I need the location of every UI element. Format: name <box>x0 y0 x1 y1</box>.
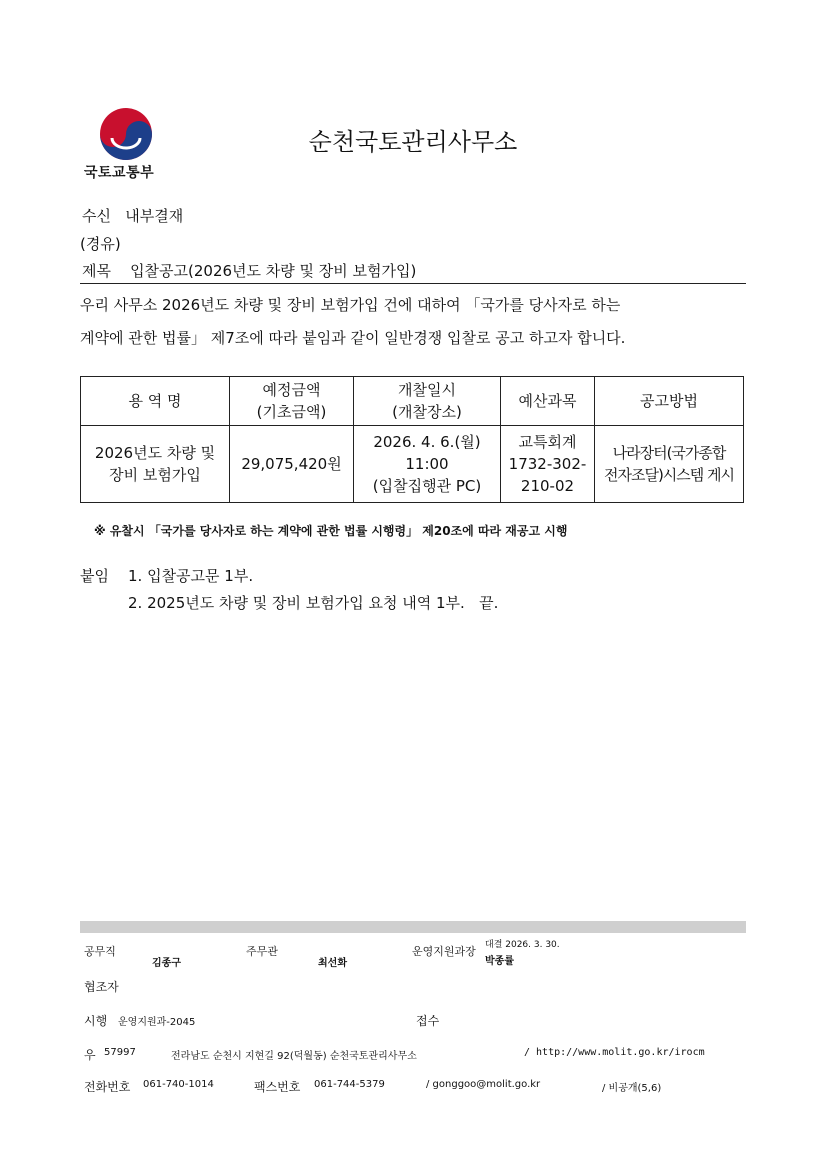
cell-opening-place: (입찰집행관 PC) <box>372 477 482 495</box>
rebid-note: ※ 유찰시 「국가를 당사자로 하는 계약에 관한 법률 시행령」 제20조에 따라 재공고 시행 <box>94 524 568 538</box>
body-line-1: 우리 사무소 2026년도 차량 및 장비 보험가입 건에 대하여 「국가를 당사자로 하는 <box>80 296 621 314</box>
bid-table <box>80 376 744 503</box>
cell-notice-method-l1: 나라장터(국가종합 <box>612 444 726 462</box>
cell-budget-item-l3: 210-02 <box>520 477 575 495</box>
cell-notice-method-l2: 전자조달)시스템 게시 <box>603 466 735 484</box>
postal-code: 57997 <box>104 1047 136 1058</box>
via-line: (경유) <box>80 235 121 253</box>
cell-service-name <box>81 426 230 503</box>
attachment-label: 붙임 <box>80 567 109 585</box>
approver-name-2: 최선화 <box>318 958 347 969</box>
fax-number: 061-744-5379 <box>314 1079 385 1090</box>
attachment-item-2 <box>128 592 498 613</box>
cell-budget-item <box>501 426 595 503</box>
approver-name-1: 김종구 <box>152 958 181 969</box>
approver-role-2: 주무관 <box>246 945 278 958</box>
footer-bar <box>80 921 746 933</box>
recipient-line <box>82 205 183 226</box>
approver-role-1: 공무직 <box>84 945 116 958</box>
cell-service-name-l2: 장비 보험가입 <box>109 466 201 484</box>
header-opening-datetime-l1: 개찰일시 <box>398 381 456 399</box>
subject-label: 제목 <box>82 262 111 280</box>
fax-label: 팩스번호 <box>254 1080 301 1094</box>
header-divider <box>80 283 746 284</box>
enforcement-value: 운영지원과-2045 <box>118 1017 196 1028</box>
table-row <box>81 426 744 503</box>
header-estimated-amount-l2: (기초금액) <box>256 403 327 421</box>
cell-estimated-amount: 29,075,420원 <box>230 426 354 503</box>
header-estimated-amount <box>230 377 354 426</box>
body-line-2: 계약에 관한 법률」 제7조에 따라 붙임과 같이 일반경쟁 입찰로 공고 하고자 합니다. <box>80 329 626 347</box>
recipient-value: 내부결재 <box>125 207 184 225</box>
approver-role-3: 운영지원과장 <box>412 945 476 958</box>
organization-title <box>0 122 826 157</box>
header-service-name: 용 역 명 <box>81 377 230 426</box>
cell-opening-datetime <box>354 426 501 503</box>
table-header-row <box>81 377 744 426</box>
subject-value: 입찰공고(2026년도 차량 및 장비 보험가입) <box>130 262 417 280</box>
header-budget-item: 예산과목 <box>501 377 595 426</box>
address: 전라남도 순천시 지현길 92(덕월동) 순천국토관리사무소 <box>171 1051 417 1062</box>
enforcement-label: 시행 <box>84 1014 108 1028</box>
attachment-item-2-text: 2. 2025년도 차량 및 장비 보험가입 요청 내역 1부. <box>128 594 465 612</box>
receipt-label: 접수 <box>416 1014 440 1028</box>
approval-date: 대결 2026. 3. 30. <box>485 940 560 950</box>
postal-label: 우 <box>84 1048 96 1062</box>
disclosure-status: / 비공개(5,6) <box>602 1083 662 1094</box>
body-paragraph <box>80 289 748 355</box>
cell-opening-time: 11:00 <box>405 455 449 473</box>
cell-budget-item-l1: 교특회계 <box>518 433 577 451</box>
end-mark: 끝. <box>479 594 499 612</box>
cell-notice-method <box>595 426 744 503</box>
website-link[interactable]: / http://www.molit.go.kr/irocm <box>524 1047 705 1058</box>
subject-line <box>82 260 416 281</box>
logo-text: 국토교통부 <box>84 165 155 181</box>
attachment-item-1: 1. 입찰공고문 1부. <box>128 567 254 585</box>
cell-opening-date: 2026. 4. 6.(월) <box>373 433 481 451</box>
header-opening-datetime <box>354 377 501 426</box>
email-link[interactable]: / gonggoo@molit.go.kr <box>426 1079 541 1090</box>
header-notice-method: 공고방법 <box>595 377 744 426</box>
recipient-label: 수신 <box>82 207 111 225</box>
phone-label: 전화번호 <box>84 1080 131 1094</box>
header-estimated-amount-l1: 예정금액 <box>262 381 321 399</box>
cell-service-name-l1: 2026년도 차량 및 <box>94 444 216 462</box>
header-opening-datetime-l2: (개찰장소) <box>392 403 462 421</box>
cooperator-label: 협조자 <box>84 980 119 994</box>
cell-budget-item-l2: 1732-302- <box>508 455 587 473</box>
approver-name-3: 박종률 <box>485 956 514 967</box>
organization-title-text: 순천국토관리사무소 <box>308 128 518 156</box>
phone-number: 061-740-1014 <box>143 1079 214 1090</box>
